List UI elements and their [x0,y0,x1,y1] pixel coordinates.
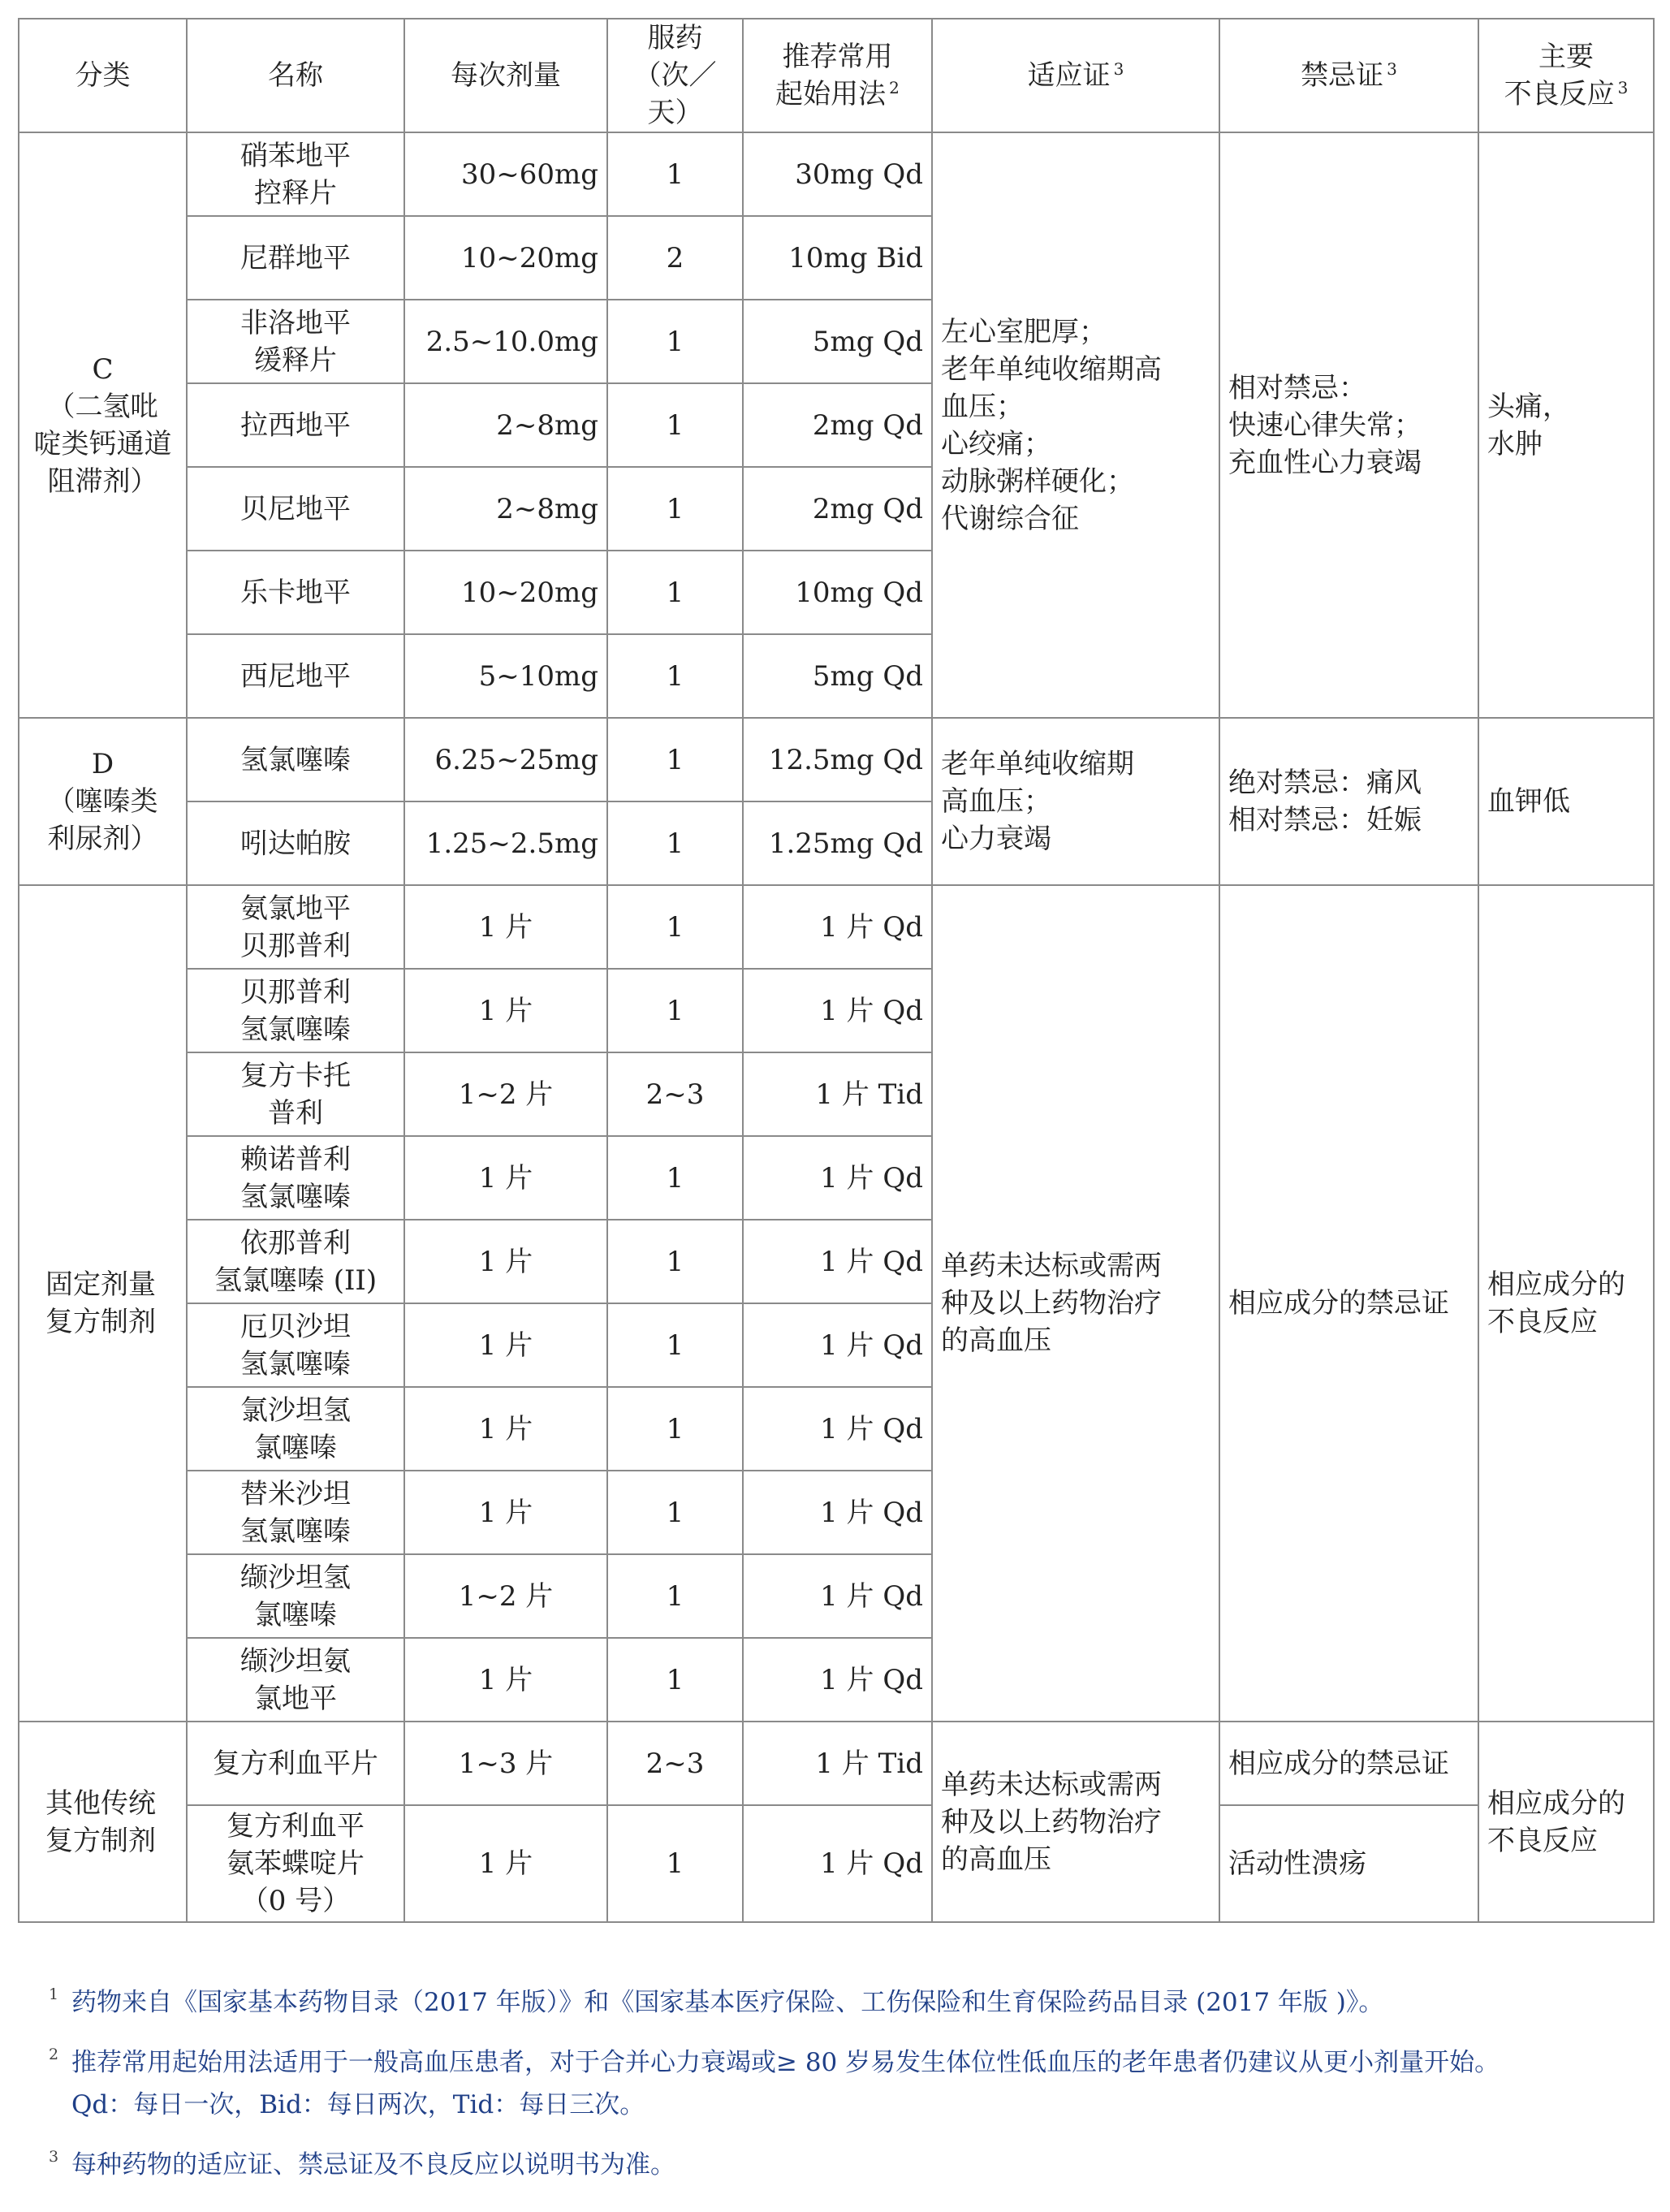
indication-cell: 左心室肥厚； 老年单纯收缩期高 血压； 心绞痛； 动脉粥样硬化； 代谢综合征 [932,132,1219,718]
header-frequency: 服药 （次／天） [607,19,743,132]
contraindication-cell: 相应成分的禁忌证 [1219,885,1478,1722]
frequency-cell: 1 [607,300,743,383]
dose-cell: 1~2 片 [404,1554,607,1638]
table-row [19,885,1654,969]
frequency-cell: 1 [607,801,743,885]
drug-name: 尼群地平 [187,216,404,300]
drug-name: 硝苯地平 控释片 [187,132,404,216]
footnote-text: 每种药物的适应证、禁忌证及不良反应以说明书为准。 [71,2150,675,2180]
contraindication-cell: 相对禁忌： 快速心律失常； 充血性心力衰竭 [1219,132,1478,718]
indication-cell: 单药未达标或需两 种及以上药物治疗 的高血压 [932,1722,1219,1922]
header-indication-label: 适应证 [1027,59,1111,92]
start-usage-cell: 1.25mg Qd [743,801,932,885]
start-usage-cell: 1 片 Tid [743,1052,932,1136]
dose-cell: 1 片 [404,1471,607,1554]
footnote-text: 推荐常用起始用法适用于一般高血压患者，对于合并心力衰竭或≥ 80 岁易发生体位性低血压的老年患者仍建议从更小剂量开始。 [71,2048,1500,2077]
drug-name: 吲达帕胺 [187,801,404,885]
drug-name: 氯沙坦氢 氯噻嗪 [187,1387,404,1471]
dose-cell: 1 片 [404,1387,607,1471]
start-usage-cell: 1 片 Qd [743,1471,932,1554]
dose-cell: 1 片 [404,1220,607,1303]
footnote-text-abbreviations: Qd：每日一次，Bid：每日两次，Tid：每日三次。 [71,2090,645,2119]
drug-table [18,18,1655,1923]
footnote-number: 2 [49,2046,59,2063]
start-usage-cell: 1 片 Tid [743,1722,932,1805]
frequency-cell: 1 [607,132,743,216]
dose-cell: 10~20mg [404,551,607,634]
start-usage-cell: 10mg Bid [743,216,932,300]
dose-cell: 1~2 片 [404,1052,607,1136]
dose-cell: 1 片 [404,1805,607,1922]
indication-cell: 单药未达标或需两 种及以上药物治疗 的高血压 [932,885,1219,1722]
indication-cell: 老年单纯收缩期 高血压； 心力衰竭 [932,718,1219,885]
footnote-ref: 3 [1387,58,1397,79]
frequency-cell: 1 [607,1471,743,1554]
footnote-number: 1 [49,1985,59,2003]
start-usage-cell: 2mg Qd [743,467,932,551]
dose-cell: 2.5~10.0mg [404,300,607,383]
footnote-number: 3 [49,2148,59,2166]
start-usage-cell: 5mg Qd [743,634,932,718]
frequency-cell: 1 [607,1387,743,1471]
header-category: 分类 [19,19,187,132]
start-usage-cell: 30mg Qd [743,132,932,216]
footnote-ref: 3 [1113,58,1124,79]
frequency-cell: 1 [607,1805,743,1922]
frequency-cell: 1 [607,634,743,718]
drug-name: 西尼地平 [187,634,404,718]
drug-name: 依那普利 氢氯噻嗪 (II) [187,1220,404,1303]
adverse-cell: 相应成分的 不良反应 [1478,885,1654,1722]
drug-name: 贝那普利 氢氯噻嗪 [187,969,404,1052]
dose-cell: 1 片 [404,885,607,969]
drug-name: 缬沙坦氢 氯噻嗪 [187,1554,404,1638]
category-cell: D （噻嗪类 利尿剂） [19,718,187,885]
dose-cell: 10~20mg [404,216,607,300]
footnotes [49,1981,1640,2204]
header-indication [932,19,1219,132]
start-usage-cell: 10mg Qd [743,551,932,634]
table-row [19,1805,1654,1922]
start-usage-cell: 1 片 Qd [743,1136,932,1220]
start-usage-cell: 1 片 Qd [743,1805,932,1922]
dose-cell: 2~8mg [404,383,607,467]
dose-cell: 5~10mg [404,634,607,718]
frequency-cell: 2~3 [607,1722,743,1805]
dose-cell: 1 片 [404,969,607,1052]
frequency-cell: 1 [607,718,743,801]
drug-name: 复方利血平 氨苯蝶啶片 （0 号） [187,1805,404,1922]
frequency-cell: 1 [607,1638,743,1722]
dose-cell: 1.25~2.5mg [404,801,607,885]
adverse-cell: 头痛， 水肿 [1478,132,1654,718]
frequency-cell: 1 [607,1303,743,1387]
footnote-text: 药物来自《国家基本药物目录（2017 年版）》和《国家基本医疗保险、工伤保险和生育保险药品目录 (2017 年版 )》。 [71,1988,1384,2017]
start-usage-cell: 1 片 Qd [743,969,932,1052]
frequency-cell: 1 [607,551,743,634]
start-usage-cell: 2mg Qd [743,383,932,467]
drug-name: 非洛地平 缓释片 [187,300,404,383]
frequency-cell: 1 [607,1554,743,1638]
dose-cell: 30~60mg [404,132,607,216]
start-usage-cell: 12.5mg Qd [743,718,932,801]
table-row [19,718,1654,801]
drug-name: 复方卡托 普利 [187,1052,404,1136]
header-name: 名称 [187,19,404,132]
contraindication-cell: 活动性溃疡 [1219,1805,1478,1922]
drug-name: 厄贝沙坦 氢氯噻嗪 [187,1303,404,1387]
frequency-cell: 1 [607,467,743,551]
frequency-cell: 1 [607,885,743,969]
drug-name: 乐卡地平 [187,551,404,634]
drug-name: 氨氯地平 贝那普利 [187,885,404,969]
start-usage-cell: 1 片 Qd [743,1554,932,1638]
adverse-cell: 相应成分的 不良反应 [1478,1722,1654,1922]
start-usage-cell: 1 片 Qd [743,1638,932,1722]
dose-cell: 1 片 [404,1136,607,1220]
header-start-usage-label: 推荐常用 起始用法 [775,41,893,110]
adverse-cell: 血钾低 [1478,718,1654,885]
drug-name: 缬沙坦氨 氯地平 [187,1638,404,1722]
header-start-usage [743,19,932,132]
dose-cell: 6.25~25mg [404,718,607,801]
dose-cell: 1~3 片 [404,1722,607,1805]
header-contraindication-label: 禁忌证 [1301,59,1384,92]
dose-cell: 2~8mg [404,467,607,551]
start-usage-cell: 5mg Qd [743,300,932,383]
footnote-3 [49,2144,1640,2186]
table-row [19,132,1654,216]
footnote-ref: 2 [889,77,900,97]
table-row [19,1722,1654,1805]
drug-name: 贝尼地平 [187,467,404,551]
contraindication-cell: 绝对禁忌：痛风 相对禁忌：妊娠 [1219,718,1478,885]
frequency-cell: 2 [607,216,743,300]
dose-cell: 1 片 [404,1303,607,1387]
footnote-ref: 3 [1617,77,1629,97]
drug-name: 复方利血平片 [187,1722,404,1805]
header-dose: 每次剂量 [404,19,607,132]
category-cell: 其他传统 复方制剂 [19,1722,187,1922]
drug-name: 拉西地平 [187,383,404,467]
contraindication-cell: 相应成分的禁忌证 [1219,1722,1478,1805]
start-usage-cell: 1 片 Qd [743,1303,932,1387]
header-row [19,19,1654,132]
drug-name: 替米沙坦 氢氯噻嗪 [187,1471,404,1554]
frequency-cell: 2~3 [607,1052,743,1136]
footnote-1 [49,1981,1640,2024]
header-adverse-label: 主要 不良反应 [1504,41,1615,110]
category-cell: C （二氢吡 啶类钙通道 阻滞剂） [19,132,187,718]
start-usage-cell: 1 片 Qd [743,885,932,969]
dose-cell: 1 片 [404,1638,607,1722]
frequency-cell: 1 [607,1136,743,1220]
frequency-cell: 1 [607,1220,743,1303]
category-cell: 固定剂量 复方制剂 [19,885,187,1722]
frequency-cell: 1 [607,383,743,467]
footnote-2 [49,2041,1640,2126]
start-usage-cell: 1 片 Qd [743,1220,932,1303]
header-adverse [1478,19,1654,132]
drug-name: 赖诺普利 氢氯噻嗪 [187,1136,404,1220]
drug-name: 氢氯噻嗪 [187,718,404,801]
start-usage-cell: 1 片 Qd [743,1387,932,1471]
frequency-cell: 1 [607,969,743,1052]
header-contraindication [1219,19,1478,132]
